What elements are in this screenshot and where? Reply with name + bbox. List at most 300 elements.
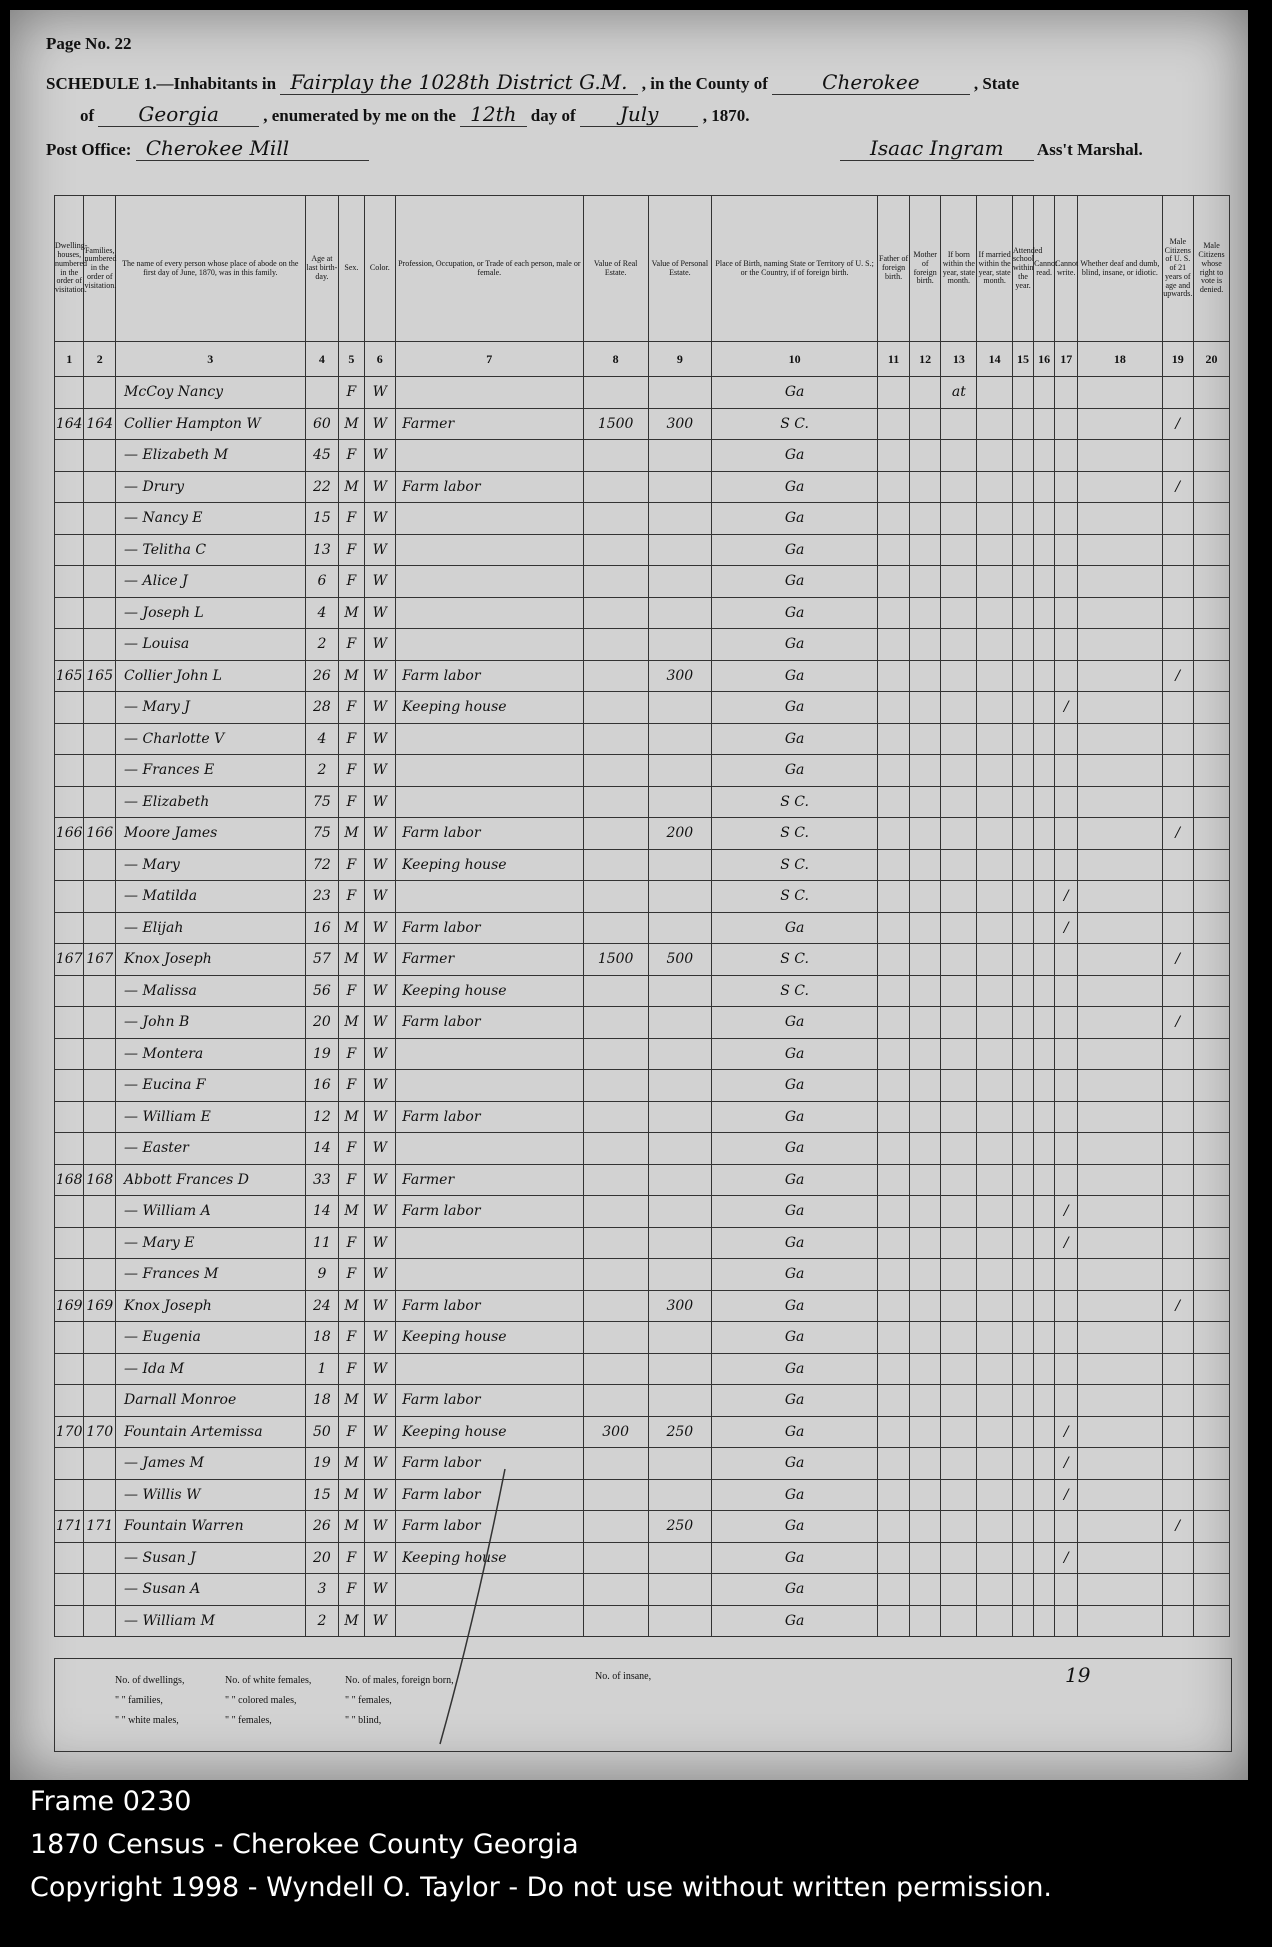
born-month-cell xyxy=(941,1542,977,1574)
born-month-cell xyxy=(941,1290,977,1322)
color-cell: W xyxy=(364,944,396,976)
summary-families: " " families, xyxy=(115,1695,163,1706)
cannot-write-cell xyxy=(1055,408,1078,440)
male-citizen-cell: / xyxy=(1162,1290,1194,1322)
sex-cell: M xyxy=(339,1448,364,1480)
table-row xyxy=(55,692,1230,724)
disability-cell xyxy=(1078,1448,1162,1480)
married-month-cell xyxy=(977,1196,1013,1228)
cannot-read-cell xyxy=(1034,1038,1055,1070)
cannot-read-cell xyxy=(1034,723,1055,755)
summary-foreign-males: No. of males, foreign born, xyxy=(345,1675,454,1686)
sex-cell: F xyxy=(339,881,364,913)
male-citizen-cell xyxy=(1162,566,1194,598)
col-header-cannot-write: Cannot write. xyxy=(1055,196,1078,342)
sex-cell: F xyxy=(339,849,364,881)
born-month-cell xyxy=(941,1605,977,1637)
family-cell: 166 xyxy=(84,818,116,850)
column-number: 8 xyxy=(583,342,648,377)
dwelling-cell xyxy=(55,1259,84,1291)
cannot-read-cell xyxy=(1034,566,1055,598)
dwelling-cell xyxy=(55,786,84,818)
birthplace-cell: Ga xyxy=(711,566,877,598)
family-cell xyxy=(84,1322,116,1354)
name-cell: — Charlotte V xyxy=(116,723,306,755)
mother-foreign-cell xyxy=(909,1070,941,1102)
sex-cell: F xyxy=(339,723,364,755)
personal-estate-cell xyxy=(648,755,711,787)
family-cell xyxy=(84,912,116,944)
cannot-write-cell xyxy=(1055,597,1078,629)
column-number: 7 xyxy=(396,342,583,377)
real-estate-cell: 1500 xyxy=(583,408,648,440)
married-month-cell xyxy=(977,1353,1013,1385)
column-number: 2 xyxy=(84,342,116,377)
occupation-cell xyxy=(396,1038,583,1070)
born-month-cell xyxy=(941,1038,977,1070)
personal-estate-cell: 200 xyxy=(648,818,711,850)
cannot-read-cell xyxy=(1034,1542,1055,1574)
personal-estate-cell xyxy=(648,912,711,944)
real-estate-cell xyxy=(583,755,648,787)
father-foreign-cell xyxy=(878,1038,910,1070)
color-cell: W xyxy=(364,629,396,661)
census-rows xyxy=(55,377,1230,1637)
birthplace-cell: Ga xyxy=(711,1605,877,1637)
sex-cell: M xyxy=(339,1605,364,1637)
married-month-cell xyxy=(977,1574,1013,1606)
male-citizen-cell xyxy=(1162,881,1194,913)
married-month-cell xyxy=(977,1542,1013,1574)
vote-denied-cell xyxy=(1194,1542,1230,1574)
table-row xyxy=(55,377,1230,409)
sex-cell: F xyxy=(339,1353,364,1385)
father-foreign-cell xyxy=(878,1007,910,1039)
summary-colored-males: " " colored males, xyxy=(225,1695,297,1706)
personal-estate-cell xyxy=(648,471,711,503)
occupation-cell: Farm labor xyxy=(396,660,583,692)
disability-cell xyxy=(1078,1542,1162,1574)
mother-foreign-cell xyxy=(909,1416,941,1448)
married-month-cell xyxy=(977,471,1013,503)
male-citizen-cell: / xyxy=(1162,471,1194,503)
personal-estate-cell xyxy=(648,849,711,881)
mother-foreign-cell xyxy=(909,1574,941,1606)
name-cell: Knox Joseph xyxy=(116,944,306,976)
sex-cell: F xyxy=(339,755,364,787)
color-cell: W xyxy=(364,597,396,629)
day-field: 12th xyxy=(460,102,526,127)
disability-cell xyxy=(1078,1164,1162,1196)
school-cell xyxy=(1013,912,1034,944)
vote-denied-cell xyxy=(1194,1038,1230,1070)
male-citizen-cell xyxy=(1162,1164,1194,1196)
cannot-write-cell xyxy=(1055,1353,1078,1385)
table-row xyxy=(55,1164,1230,1196)
cannot-read-cell xyxy=(1034,503,1055,535)
born-month-cell xyxy=(941,471,977,503)
real-estate-cell xyxy=(583,1511,648,1543)
mother-foreign-cell xyxy=(909,1227,941,1259)
occupation-cell xyxy=(396,1133,583,1165)
name-cell: — John B xyxy=(116,1007,306,1039)
family-cell xyxy=(84,1385,116,1417)
real-estate-cell xyxy=(583,1038,648,1070)
family-cell xyxy=(84,471,116,503)
married-month-cell xyxy=(977,440,1013,472)
family-cell xyxy=(84,1448,116,1480)
col-header-disability: Whether deaf and dumb, blind, insane, or idiotic. xyxy=(1078,196,1162,342)
color-cell: W xyxy=(364,723,396,755)
age-cell: 11 xyxy=(305,1227,339,1259)
color-cell: W xyxy=(364,1542,396,1574)
cannot-read-cell xyxy=(1034,377,1055,409)
family-cell xyxy=(84,566,116,598)
column-number: 5 xyxy=(339,342,364,377)
personal-estate-cell xyxy=(648,597,711,629)
born-month-cell xyxy=(941,1133,977,1165)
col-header-name: The name of every person whose place of abode on the first day of June, 1870, was in this family. xyxy=(116,196,306,342)
occupation-cell xyxy=(396,629,583,661)
school-cell xyxy=(1013,1448,1034,1480)
age-cell: 19 xyxy=(305,1038,339,1070)
color-cell: W xyxy=(364,881,396,913)
family-cell xyxy=(84,692,116,724)
male-citizen-cell xyxy=(1162,1259,1194,1291)
disability-cell xyxy=(1078,1101,1162,1133)
disability-cell xyxy=(1078,1385,1162,1417)
dwelling-cell xyxy=(55,566,84,598)
occupation-cell xyxy=(396,534,583,566)
cannot-read-cell xyxy=(1034,1227,1055,1259)
age-cell: 45 xyxy=(305,440,339,472)
mother-foreign-cell xyxy=(909,629,941,661)
occupation-cell: Keeping house xyxy=(396,1416,583,1448)
color-cell: W xyxy=(364,1007,396,1039)
sex-cell: F xyxy=(339,1542,364,1574)
occupation-cell xyxy=(396,881,583,913)
family-cell xyxy=(84,1542,116,1574)
age-cell: 16 xyxy=(305,1070,339,1102)
vote-denied-cell xyxy=(1194,944,1230,976)
occupation-cell xyxy=(396,786,583,818)
personal-estate-cell xyxy=(648,1070,711,1102)
column-number: 14 xyxy=(977,342,1013,377)
vote-denied-cell xyxy=(1194,1227,1230,1259)
cannot-read-cell xyxy=(1034,1007,1055,1039)
sex-cell: M xyxy=(339,1101,364,1133)
age-cell: 26 xyxy=(305,660,339,692)
male-citizen-cell: / xyxy=(1162,818,1194,850)
born-month-cell xyxy=(941,755,977,787)
cannot-read-cell xyxy=(1034,408,1055,440)
age-cell: 19 xyxy=(305,1448,339,1480)
school-cell xyxy=(1013,881,1034,913)
dwelling-cell xyxy=(55,1196,84,1228)
school-cell xyxy=(1013,1101,1034,1133)
color-cell: W xyxy=(364,1227,396,1259)
father-foreign-cell xyxy=(878,1448,910,1480)
married-month-cell xyxy=(977,849,1013,881)
vote-denied-cell xyxy=(1194,1353,1230,1385)
state-label: , State xyxy=(973,74,1020,93)
married-month-cell xyxy=(977,566,1013,598)
school-cell xyxy=(1013,1007,1034,1039)
father-foreign-cell xyxy=(878,944,910,976)
real-estate-cell xyxy=(583,1290,648,1322)
real-estate-cell xyxy=(583,1101,648,1133)
name-cell: — Malissa xyxy=(116,975,306,1007)
col-header-school: Attended school within the year. xyxy=(1013,196,1034,342)
disability-cell xyxy=(1078,1007,1162,1039)
disability-cell xyxy=(1078,1605,1162,1637)
cannot-read-cell xyxy=(1034,629,1055,661)
birthplace-cell: Ga xyxy=(711,471,877,503)
name-cell: — Matilda xyxy=(116,881,306,913)
married-month-cell xyxy=(977,1259,1013,1291)
name-cell: — James M xyxy=(116,1448,306,1480)
birthplace-cell: Ga xyxy=(711,1007,877,1039)
sex-cell: M xyxy=(339,597,364,629)
census-table xyxy=(54,195,1230,1637)
disability-cell xyxy=(1078,1227,1162,1259)
personal-estate-cell xyxy=(648,692,711,724)
birthplace-cell: Ga xyxy=(711,629,877,661)
vote-denied-cell xyxy=(1194,1101,1230,1133)
name-cell: Abbott Frances D xyxy=(116,1164,306,1196)
real-estate-cell xyxy=(583,1448,648,1480)
mother-foreign-cell xyxy=(909,1133,941,1165)
married-month-cell xyxy=(977,1007,1013,1039)
dwelling-cell xyxy=(55,692,84,724)
real-estate-cell xyxy=(583,912,648,944)
school-cell xyxy=(1013,1353,1034,1385)
name-cell: — Eucina F xyxy=(116,1070,306,1102)
family-cell: 169 xyxy=(84,1290,116,1322)
cannot-read-cell xyxy=(1034,1353,1055,1385)
real-estate-cell xyxy=(583,1164,648,1196)
disability-cell xyxy=(1078,1479,1162,1511)
summary-foreign-females: " " females, xyxy=(345,1695,392,1706)
page-number: Page No. 22 xyxy=(46,34,132,53)
mother-foreign-cell xyxy=(909,534,941,566)
col-header-personal-estate: Value of Personal Estate. xyxy=(648,196,711,342)
age-cell: 28 xyxy=(305,692,339,724)
birthplace-cell: Ga xyxy=(711,1259,877,1291)
post-office-label: Post Office: xyxy=(46,140,132,159)
table-row xyxy=(55,1542,1230,1574)
mother-foreign-cell xyxy=(909,723,941,755)
cannot-read-cell xyxy=(1034,1511,1055,1543)
age-cell xyxy=(305,377,339,409)
born-month-cell xyxy=(941,660,977,692)
name-cell: — Louisa xyxy=(116,629,306,661)
birthplace-cell: Ga xyxy=(711,534,877,566)
real-estate-cell xyxy=(583,440,648,472)
family-cell xyxy=(84,1133,116,1165)
column-number-row xyxy=(55,342,1230,377)
cannot-read-cell xyxy=(1034,944,1055,976)
color-cell: W xyxy=(364,1448,396,1480)
name-cell: Fountain Artemissa xyxy=(116,1416,306,1448)
born-month-cell xyxy=(941,1227,977,1259)
dwelling-cell: 164 xyxy=(55,408,84,440)
real-estate-cell xyxy=(583,1259,648,1291)
born-month-cell xyxy=(941,534,977,566)
cannot-read-cell xyxy=(1034,1605,1055,1637)
born-month-cell: at xyxy=(941,377,977,409)
dwelling-cell: 166 xyxy=(55,818,84,850)
age-cell: 14 xyxy=(305,1196,339,1228)
vote-denied-cell xyxy=(1194,1511,1230,1543)
born-month-cell xyxy=(941,1448,977,1480)
vote-denied-cell xyxy=(1194,849,1230,881)
personal-estate-cell xyxy=(648,1164,711,1196)
cannot-read-cell xyxy=(1034,755,1055,787)
real-estate-cell xyxy=(583,786,648,818)
occupation-cell: Farm labor xyxy=(396,1479,583,1511)
color-cell: W xyxy=(364,849,396,881)
census-sheet xyxy=(10,10,1248,1780)
occupation-cell xyxy=(396,1259,583,1291)
cannot-write-cell xyxy=(1055,818,1078,850)
born-month-cell xyxy=(941,1322,977,1354)
born-month-cell xyxy=(941,1259,977,1291)
name-cell: Knox Joseph xyxy=(116,1290,306,1322)
born-month-cell xyxy=(941,723,977,755)
birthplace-cell: Ga xyxy=(711,912,877,944)
male-citizen-cell xyxy=(1162,1038,1194,1070)
real-estate-cell xyxy=(583,1353,648,1385)
dwelling-cell: 168 xyxy=(55,1164,84,1196)
dwelling-cell xyxy=(55,723,84,755)
color-cell: W xyxy=(364,1133,396,1165)
personal-estate-cell xyxy=(648,503,711,535)
summary-blind: " " blind, xyxy=(345,1715,382,1726)
cannot-read-cell xyxy=(1034,1164,1055,1196)
sex-cell: F xyxy=(339,1416,364,1448)
birthplace-cell: Ga xyxy=(711,503,877,535)
table-row xyxy=(55,1038,1230,1070)
sex-cell: M xyxy=(339,660,364,692)
father-foreign-cell xyxy=(878,786,910,818)
col-header-real-estate: Value of Real Estate. xyxy=(583,196,648,342)
occupation-cell xyxy=(396,440,583,472)
personal-estate-cell xyxy=(648,1101,711,1133)
mother-foreign-cell xyxy=(909,849,941,881)
personal-estate-cell xyxy=(648,534,711,566)
disability-cell xyxy=(1078,660,1162,692)
mother-foreign-cell xyxy=(909,1605,941,1637)
cannot-write-cell xyxy=(1055,1574,1078,1606)
disability-cell xyxy=(1078,1259,1162,1291)
age-cell: 3 xyxy=(305,1574,339,1606)
male-citizen-cell xyxy=(1162,1101,1194,1133)
mother-foreign-cell xyxy=(909,1479,941,1511)
cannot-write-cell: / xyxy=(1055,692,1078,724)
cannot-write-cell xyxy=(1055,503,1078,535)
male-citizen-cell xyxy=(1162,1353,1194,1385)
summary-col-2 xyxy=(225,1671,311,1731)
school-cell xyxy=(1013,660,1034,692)
vote-denied-cell xyxy=(1194,597,1230,629)
table-row xyxy=(55,1385,1230,1417)
father-foreign-cell xyxy=(878,534,910,566)
father-foreign-cell xyxy=(878,660,910,692)
married-month-cell xyxy=(977,1290,1013,1322)
col-header-vote-denied: Male Citizens whose right to vote is denied. xyxy=(1194,196,1230,342)
color-cell: W xyxy=(364,1259,396,1291)
real-estate-cell xyxy=(583,692,648,724)
father-foreign-cell xyxy=(878,723,910,755)
school-cell xyxy=(1013,534,1034,566)
color-cell: W xyxy=(364,1605,396,1637)
disability-cell xyxy=(1078,1574,1162,1606)
personal-estate-cell: 300 xyxy=(648,408,711,440)
dwelling-cell xyxy=(55,755,84,787)
vote-denied-cell xyxy=(1194,881,1230,913)
vote-denied-cell xyxy=(1194,566,1230,598)
male-citizen-cell xyxy=(1162,1322,1194,1354)
personal-estate-cell xyxy=(648,1133,711,1165)
family-cell xyxy=(84,1479,116,1511)
place-field: Fairplay the 1028th District G.M. xyxy=(280,70,637,95)
male-citizen-cell xyxy=(1162,597,1194,629)
name-cell: — Eugenia xyxy=(116,1322,306,1354)
personal-estate-cell xyxy=(648,1574,711,1606)
born-month-cell xyxy=(941,1196,977,1228)
name-cell: — Easter xyxy=(116,1133,306,1165)
vote-denied-cell xyxy=(1194,755,1230,787)
personal-estate-cell xyxy=(648,1007,711,1039)
dwelling-cell xyxy=(55,1038,84,1070)
column-number: 9 xyxy=(648,342,711,377)
table-row xyxy=(55,1322,1230,1354)
married-month-cell xyxy=(977,755,1013,787)
color-cell: W xyxy=(364,755,396,787)
table-row xyxy=(55,408,1230,440)
father-foreign-cell xyxy=(878,1416,910,1448)
color-cell: W xyxy=(364,660,396,692)
born-month-cell xyxy=(941,1479,977,1511)
male-citizen-cell: / xyxy=(1162,1007,1194,1039)
personal-estate-cell xyxy=(648,1322,711,1354)
personal-estate-cell xyxy=(648,1605,711,1637)
born-month-cell xyxy=(941,1353,977,1385)
real-estate-cell: 300 xyxy=(583,1416,648,1448)
vote-denied-cell xyxy=(1194,1416,1230,1448)
real-estate-cell: 1500 xyxy=(583,944,648,976)
table-row xyxy=(55,881,1230,913)
personal-estate-cell xyxy=(648,1448,711,1480)
family-cell xyxy=(84,723,116,755)
school-cell xyxy=(1013,1164,1034,1196)
real-estate-cell xyxy=(583,1196,648,1228)
name-cell: — Willis W xyxy=(116,1479,306,1511)
dwelling-cell xyxy=(55,912,84,944)
mother-foreign-cell xyxy=(909,1038,941,1070)
male-citizen-cell xyxy=(1162,723,1194,755)
disability-cell xyxy=(1078,629,1162,661)
married-month-cell xyxy=(977,1448,1013,1480)
occupation-cell xyxy=(396,723,583,755)
school-cell xyxy=(1013,1133,1034,1165)
school-cell xyxy=(1013,944,1034,976)
birthplace-cell: S C. xyxy=(711,881,877,913)
table-row xyxy=(55,471,1230,503)
col-header-mother-foreign: Mother of foreign birth. xyxy=(909,196,941,342)
disability-cell xyxy=(1078,1290,1162,1322)
